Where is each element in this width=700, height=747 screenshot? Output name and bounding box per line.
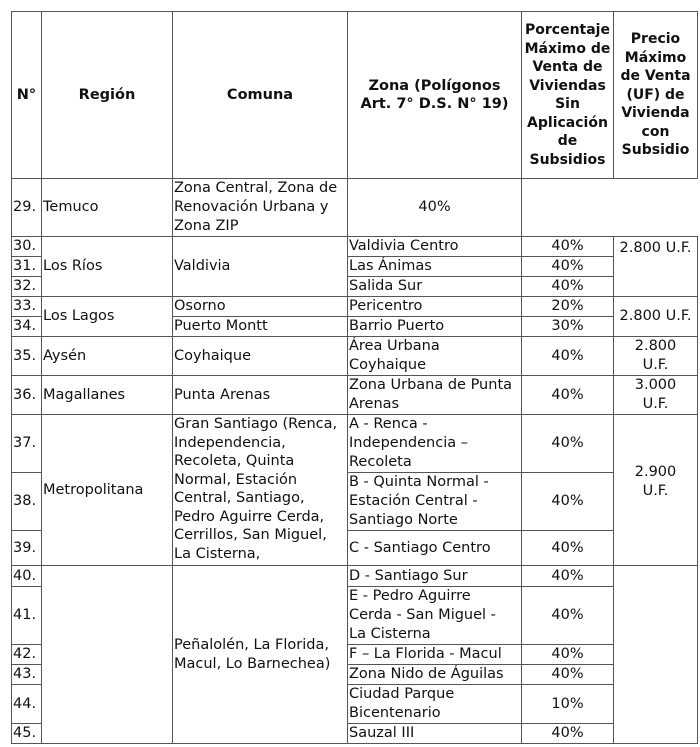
row-porcentaje: 40% (522, 376, 614, 415)
table-row (12, 337, 698, 376)
row-porcentaje: 40% (522, 473, 614, 531)
row-zona: Zona Urbana de Punta Arenas (348, 376, 522, 415)
header-porcentaje: Porcentaje Máximo de Venta de Viviendas Sin Aplicación de Subsidios (522, 12, 614, 179)
row-region: Aysén (42, 337, 173, 376)
row-zona: A - Renca - Independencia – Recoleta (348, 415, 522, 473)
row-precio: 2.800 U.F. (614, 297, 698, 337)
row-zona: F – La Florida - Macul (348, 645, 522, 665)
table-row (12, 179, 698, 237)
row-num: 41. (12, 587, 42, 645)
row-comuna: Valdivia (173, 237, 348, 297)
row-zona: Ciudad Parque Bicentenario (348, 685, 522, 724)
header-region: Región (42, 12, 173, 179)
row-porcentaje: 40% (522, 257, 614, 277)
table-row (12, 237, 698, 257)
row-num: 44. (12, 685, 42, 724)
row-precio: 3.000 U.F. (614, 376, 698, 415)
row-num: 30. (12, 237, 42, 257)
row-zona: Zona Nido de Águilas (348, 665, 522, 685)
row-num: 38. (12, 473, 42, 531)
row-num: 32. (12, 277, 42, 297)
row-precio: 2.900 U.F. (614, 415, 698, 566)
housing-price-table (11, 11, 698, 744)
table-row (12, 415, 698, 473)
row-zona: D - Santiago Sur (348, 566, 522, 587)
table-row (12, 297, 698, 317)
row-region: Los Ríos (42, 237, 173, 297)
row-empty (522, 179, 698, 237)
header-zona (348, 12, 522, 179)
row-region: Metropolitana (42, 415, 173, 566)
header-num: N° (12, 12, 42, 179)
row-porcentaje: 30% (522, 317, 614, 337)
row-region: Magallanes (42, 376, 173, 415)
row-porcentaje: 40% (522, 415, 614, 473)
row-num: 29. (12, 179, 42, 237)
row-num: 33. (12, 297, 42, 317)
row-zona: C - Santiago Centro (348, 531, 522, 566)
row-porcentaje: 40% (522, 277, 614, 297)
row-porcentaje: 40% (522, 587, 614, 645)
row-comuna: Puerto Montt (173, 317, 348, 337)
row-comuna: Osorno (173, 297, 348, 317)
row-porcentaje: 40% (522, 566, 614, 587)
header-precio: Precio Máximo de Venta (UF) de Vivienda con Subsidio (614, 12, 698, 179)
table-row (12, 376, 698, 415)
row-precio: 2.800 U.F. (614, 237, 698, 297)
row-num: 45. (12, 724, 42, 744)
row-zona: Sauzal III (348, 724, 522, 744)
row-region: Temuco (42, 179, 173, 237)
row-precio: 2.800 U.F. (614, 337, 698, 376)
row-zona: Pericentro (348, 297, 522, 317)
row-porcentaje: 40% (522, 531, 614, 566)
row-porcentaje: 40% (522, 665, 614, 685)
row-zona: 40% (348, 179, 522, 237)
header-row (12, 12, 698, 179)
row-porcentaje: 20% (522, 297, 614, 317)
header-zona-text: Zona (Polígonos Art. 7° D.S. N° 19) (360, 77, 509, 112)
row-zona: Salida Sur (348, 277, 522, 297)
row-num: 43. (12, 665, 42, 685)
table-row (12, 566, 698, 587)
row-comuna: Zona Central, Zona de Renovación Urbana y Zona ZIP (173, 179, 348, 237)
row-porcentaje: 40% (522, 645, 614, 665)
row-comuna: Gran Santiago (Renca, Independencia, Recoleta, Quinta Normal, Estación Central, Santiago, Pedro Aguirre Cerda, Cerrillos, San Miguel, La Cisterna, (173, 415, 348, 566)
row-zona: Las Ánimas (348, 257, 522, 277)
row-porcentaje: 40% (522, 337, 614, 376)
row-comuna: Coyhaique (173, 337, 348, 376)
row-zona: E - Pedro Aguirre Cerda - San Miguel - La Cisterna (348, 587, 522, 645)
row-num: 35. (12, 337, 42, 376)
row-num: 37. (12, 415, 42, 473)
row-num: 36. (12, 376, 42, 415)
row-porcentaje: 40% (522, 237, 614, 257)
row-zona: Barrio Puerto (348, 317, 522, 337)
row-porcentaje: 10% (522, 685, 614, 724)
row-num: 42. (12, 645, 42, 665)
row-porcentaje: 40% (522, 724, 614, 744)
row-comuna: Punta Arenas (173, 376, 348, 415)
row-num: 34. (12, 317, 42, 337)
header-comuna: Comuna (173, 12, 348, 179)
row-zona: B - Quinta Normal - Estación Central - Santiago Norte (348, 473, 522, 531)
row-num: 40. (12, 566, 42, 587)
row-comuna: Peñalolén, La Florida, Macul, Lo Barnechea) (173, 566, 348, 744)
row-num: 39. (12, 531, 42, 566)
row-zona: Valdivia Centro (348, 237, 522, 257)
row-precio (614, 566, 698, 744)
row-region (42, 566, 173, 744)
row-region: Los Lagos (42, 297, 173, 337)
row-num: 31. (12, 257, 42, 277)
row-zona: Área Urbana Coyhaique (348, 337, 522, 376)
